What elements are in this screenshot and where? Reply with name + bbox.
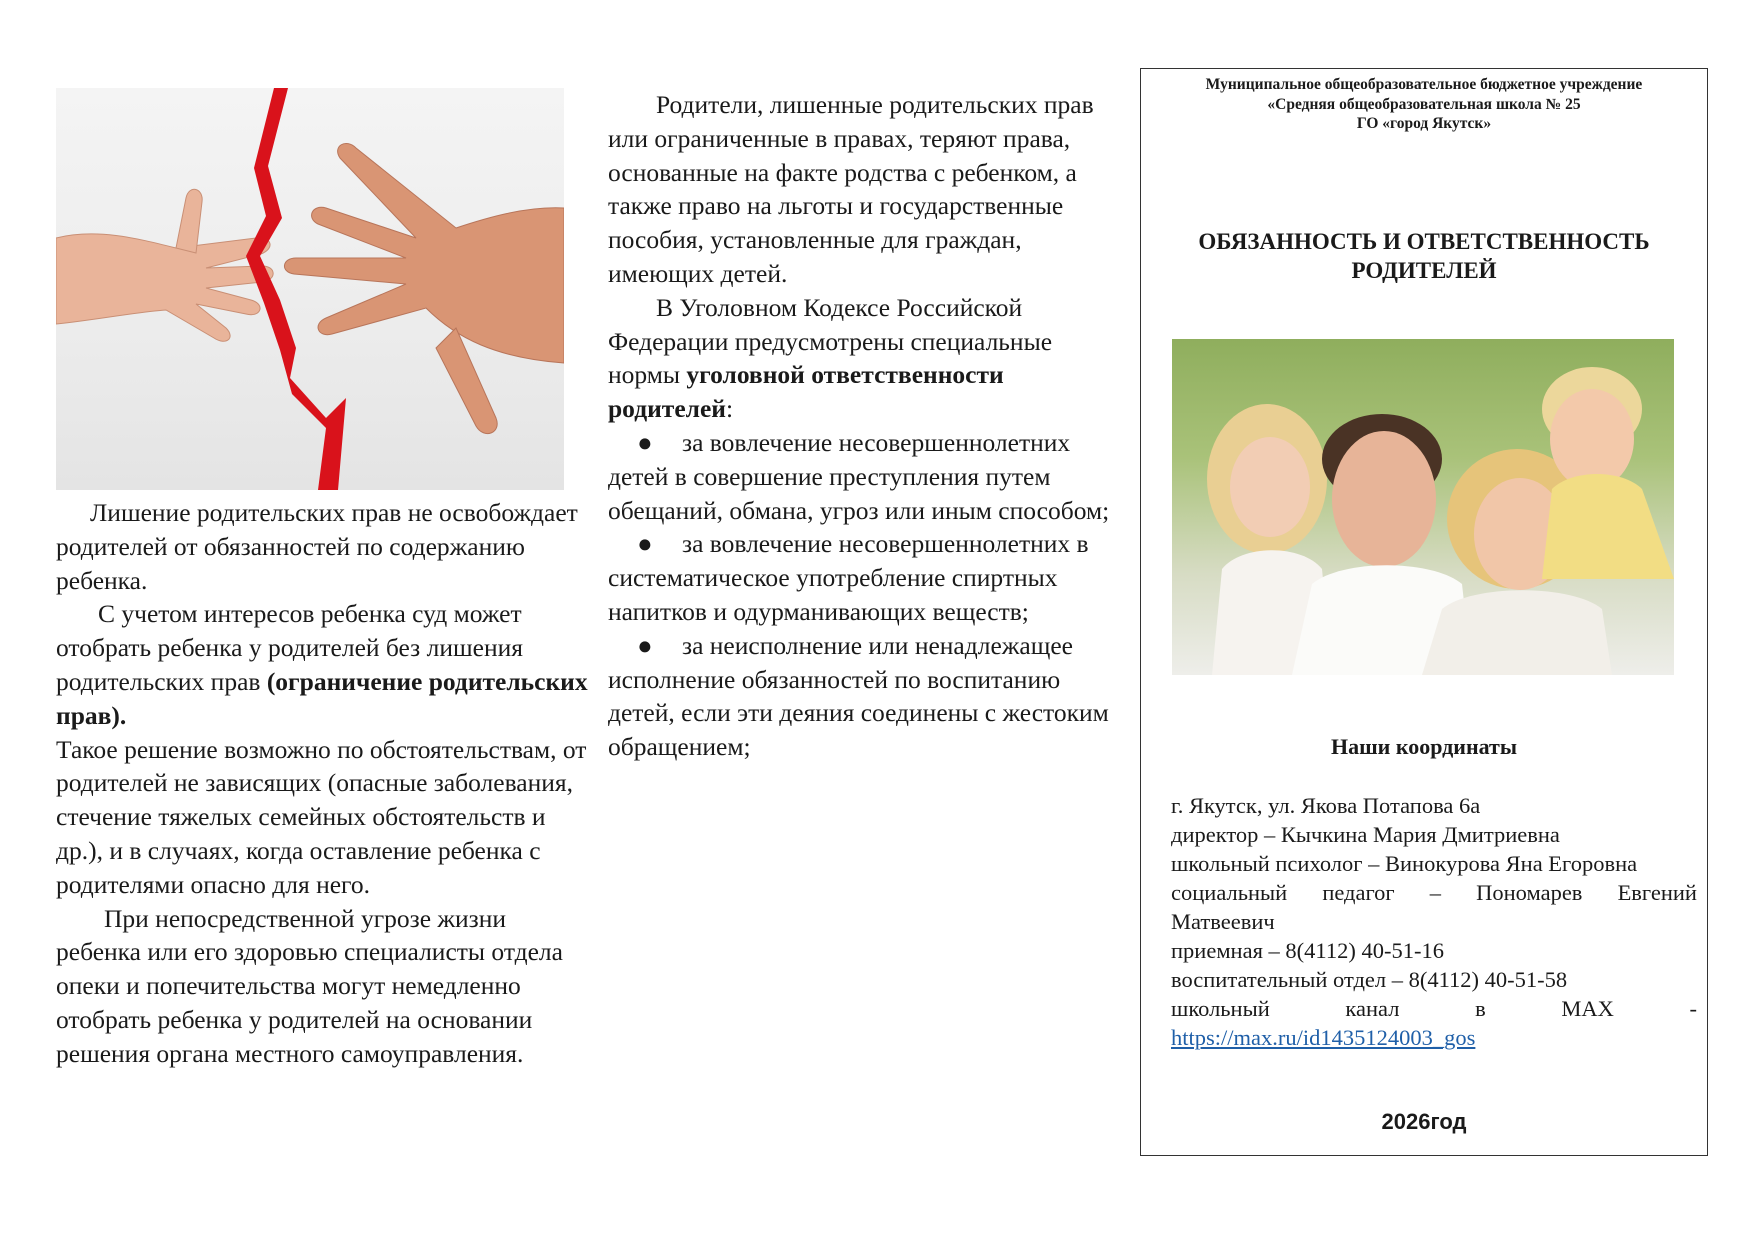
word: - <box>1689 996 1697 1021</box>
psychologist-text: школьный психолог – Винокурова Яна Егоровна <box>1171 851 1638 876</box>
column-middle <box>608 88 1128 764</box>
page-title: ОБЯЗАННОСТЬ И ОТВЕТСТВЕННОСТЬ <box>1198 229 1650 254</box>
contacts-block <box>1171 791 1697 1052</box>
word: в <box>1475 996 1486 1021</box>
bullet-icon: ● <box>637 529 653 559</box>
family-photo <box>1172 339 1674 675</box>
year-label: 2026год <box>1381 1109 1467 1134</box>
word: канал <box>1345 996 1400 1021</box>
paragraph-deprivation: Лишение родительских прав не освобождает родителей от обязанностей по содержанию ребенка. <box>56 498 578 595</box>
social-pedagogue-cont: Матвеевич <box>1171 909 1275 934</box>
word: MAX <box>1561 996 1614 1021</box>
channel-link[interactable]: https://max.ru/id1435124003_gos <box>1171 1025 1476 1050</box>
hands-illustration <box>56 88 564 490</box>
address-text: г. Якутск, ул. Якова Потапова 6а <box>1171 793 1481 818</box>
word: – <box>1429 880 1442 905</box>
reception-phone: приемная – 8(4112) 40-51-16 <box>1171 938 1444 963</box>
social-pedagogue-line <box>1171 878 1697 907</box>
channel-link-line <box>1171 1023 1697 1052</box>
paragraph-circumstances: Такое решение возможно по обстоятельствам, от родителей не зависящих (опасные заболевания, стечение тяжелых семейных обстоятельств и др.), и в случаях, когда оставление ребенка с родителями опасно для него. <box>56 734 587 899</box>
paragraph-rights-loss: Родители, лишенные родительских прав или ограниченные в правах, теряют права, основанные на факте родства с ребенком, а также право на льготы и государственные пособия, установленные для граждан, имеющих детей. <box>608 90 1094 288</box>
channel-line <box>1171 994 1697 1023</box>
word: социальный <box>1171 880 1288 905</box>
word: педагог <box>1322 880 1395 905</box>
column-left <box>56 88 596 1071</box>
page-title: РОДИТЕЛЕЙ <box>1351 258 1497 283</box>
bullet-icon: ● <box>637 630 653 660</box>
list-item <box>608 426 1128 527</box>
word: школьный <box>1171 996 1270 1021</box>
list-item <box>608 527 1128 628</box>
word: Пономарев <box>1476 880 1583 905</box>
court-text: С учетом интересов ребенка суд может отобрать ребенка у родителей без лишения родительских прав <box>56 599 523 696</box>
org-line: Муниципальное общеобразовательное бюджетное учреждение <box>1205 76 1643 93</box>
criminal-liability-bold: уголовной ответственности родителей <box>608 360 1004 424</box>
bullet-icon: ● <box>637 427 653 457</box>
restriction-bold: (ограничение родительских прав). <box>56 666 588 730</box>
paragraph-court <box>56 597 596 732</box>
cover-panel <box>1140 68 1708 1156</box>
paragraph-threat: При непосредственной угрозе жизни ребенка или его здоровью специалисты отдела опеки и попечительства могут немедленно отобрать ребенка у родителей на основании решения органа местного самоуправления. <box>56 903 563 1068</box>
criminal-code-colon: : <box>725 394 734 424</box>
bullet-text: за вовлечение несовершеннолетних в систематическое употребление спиртных напитков и одурманивающих веществ; <box>608 529 1089 626</box>
org-line: ГО «город Якутск» <box>1356 115 1492 132</box>
bullet-text: за неисполнение или ненадлежащее исполнение обязанностей по воспитанию детей, если эти деяния соединены с жестоким обращением; <box>608 630 1109 762</box>
list-item <box>608 629 1128 764</box>
org-line: «Средняя общеобразовательная школа № 25 <box>1267 95 1581 113</box>
family-illustration <box>1172 339 1674 675</box>
word: Евгений <box>1617 880 1697 905</box>
hands-photo <box>56 88 564 490</box>
education-dept-phone: воспитательный отдел – 8(4112) 40-51-58 <box>1171 967 1568 992</box>
criminal-code-text: В Уголовном Кодексе Российской Федерации предусмотрены специальные нормы <box>608 292 1053 390</box>
director-text: директор – Кычкина Мария Дмитриевна <box>1171 822 1560 847</box>
paragraph-criminal-code <box>608 291 1128 426</box>
contacts-title: Наши координаты <box>1330 734 1518 759</box>
bullet-text: за вовлечение несовершеннолетних детей в совершение преступления путем обещаний, обмана, угроз или иным способом; <box>608 427 1110 525</box>
